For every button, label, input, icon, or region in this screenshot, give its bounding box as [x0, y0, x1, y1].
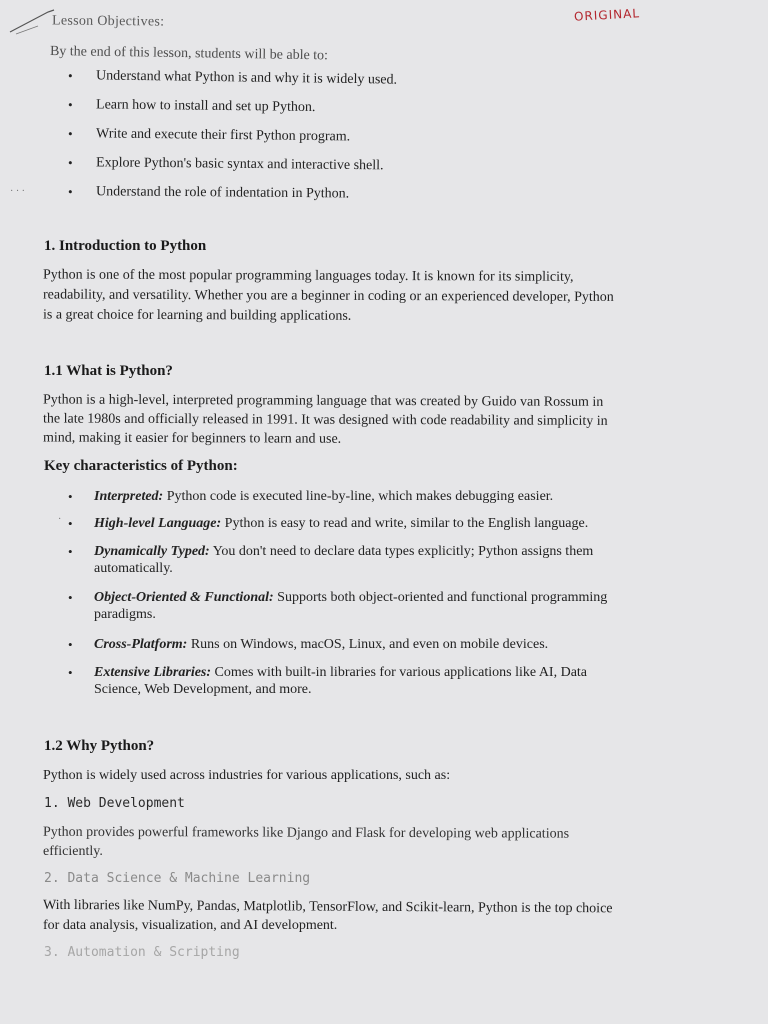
objectives-list — [66, 68, 486, 213]
what-is-python-line: the late 1980s and officially released in 1991. It was designed with code readability and simplicity in — [42, 411, 608, 429]
characteristic-text: Python is easy to read and write, similar to the English language. — [221, 516, 589, 531]
list-item — [66, 543, 754, 577]
objectives-title: Lesson Objectives: — [51, 13, 165, 30]
subheading-web-development: 1. Web Development — [44, 796, 185, 811]
section-heading-introduction: 1. Introduction to Python — [44, 238, 207, 254]
margin-smudge-icon: · — [58, 514, 62, 525]
why-python-intro: Python is widely used across industries for various applications, such as: — [43, 768, 451, 783]
list-item: • Explore Python's basic syntax and interactive shell. — [66, 155, 486, 188]
characteristic-term: Object-Oriented & Functional: — [94, 590, 274, 605]
characteristic-term: Cross-Platform: — [94, 637, 188, 652]
objectives-intro: By the end of this lesson, students will be able to: — [49, 44, 329, 64]
list-item — [66, 664, 754, 698]
section-heading-what-is-python: 1.1 What is Python? — [44, 363, 173, 379]
list-item: • Understand the role of indentation in Python. — [66, 184, 486, 217]
list-item — [66, 636, 754, 653]
characteristic-text: Python code is executed line-by-line, which makes debugging easier. — [163, 489, 554, 504]
subheading-data-science: 2. Data Science & Machine Learning — [44, 871, 311, 886]
subheading-automation: 3. Automation & Scripting — [44, 945, 240, 960]
web-development-line: Python provides powerful frameworks like Django and Flask for developing web applications — [42, 824, 570, 842]
section-heading-why-python: 1.2 Why Python? — [44, 738, 155, 754]
characteristic-text-continued: automatically. — [94, 561, 173, 576]
characteristic-text: Supports both object-oriented and functional programming — [273, 590, 608, 605]
list-item — [66, 589, 754, 623]
list-item: • Learn how to install and set up Python. — [66, 97, 486, 131]
what-is-python-line: Python is a high-level, interpreted programming language that was created by Guido van Rossum in — [42, 392, 604, 410]
introduction-line: Python is one of the most popular programming languages today. It is known for its simplicity, — [42, 267, 574, 285]
margin-smudge-icon: · · · — [10, 186, 25, 197]
what-is-python-line: mind, making it easier for beginners to learn and use. — [42, 430, 342, 447]
characteristic-term: Extensive Libraries: — [94, 665, 212, 680]
key-characteristics-title: Key characteristics of Python: — [44, 458, 238, 474]
introduction-line: readability, and versatility. Whether you are a beginner in coding or an experienced developer, Python — [42, 287, 614, 305]
list-item: • Understand what Python is and why it is widely used. — [66, 68, 486, 103]
characteristic-text: You don't need to declare data types explicitly; Python assigns them — [209, 544, 594, 559]
characteristic-text: Comes with built-in libraries for various applications like AI, Data — [211, 665, 588, 680]
characteristic-term: Dynamically Typed: — [94, 544, 210, 559]
data-science-line: for data analysis, visualization, and AI development. — [43, 918, 338, 933]
characteristic-term: Interpreted: — [94, 489, 164, 504]
original-stamp: ORIGINAL — [573, 6, 641, 24]
characteristic-term: High-level Language: — [94, 516, 222, 531]
list-item: • Write and execute their first Python program. — [66, 126, 486, 160]
introduction-line: is a great choice for learning and building applications. — [42, 307, 352, 324]
list-item — [66, 515, 754, 532]
data-science-line: With libraries like NumPy, Pandas, Matplotlib, TensorFlow, and Scikit-learn, Python is the top choice — [42, 897, 613, 917]
pen-tick-mark-icon — [8, 6, 56, 36]
characteristic-text-continued: Science, Web Development, and more. — [94, 682, 312, 697]
characteristic-text: Runs on Windows, macOS, Linux, and even on mobile devices. — [187, 637, 549, 652]
list-item — [66, 488, 754, 505]
web-development-line: efficiently. — [43, 844, 103, 859]
characteristic-text-continued: paradigms. — [94, 607, 156, 622]
